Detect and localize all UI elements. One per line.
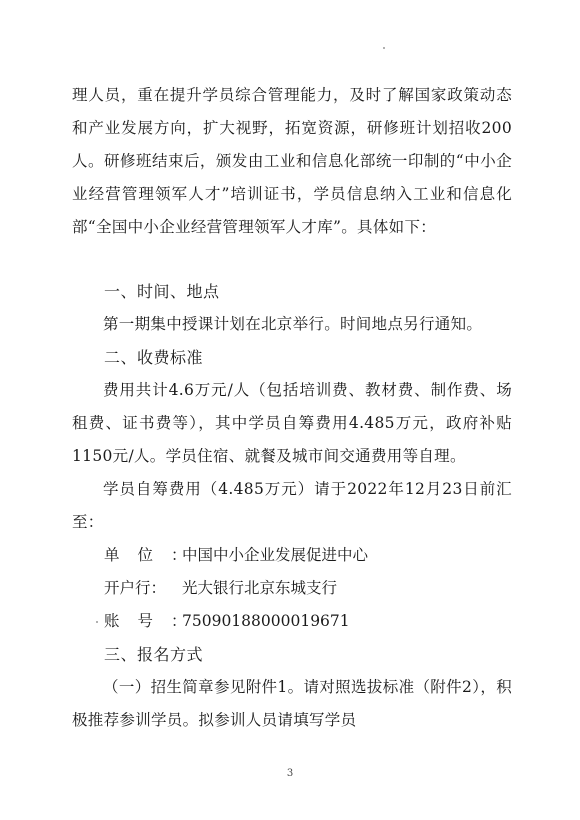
section-heading-time-location: 一、时间、地点: [104, 282, 220, 301]
payee-unit-value: 中国中小企业发展促进中心: [182, 546, 369, 564]
bank-value: 光大银行北京东城支行: [182, 579, 338, 597]
registration-paragraph: （一）招生简章参见附件1。请对照选拔标准（附件2），积极推荐参训学员。拟参训人员请填写学员: [72, 678, 512, 729]
scan-speck: [96, 621, 98, 623]
fee-paragraph: 费用共计4.6万元/人（包括培训费、教材费、制作费、场租费、证书费等），其中学员自筹费用4.485万元，政府补贴1150元/人。学员住宿、就餐及城市间交通费用等自理。: [72, 381, 512, 465]
payment-deadline-paragraph: 学员自筹费用（4.485万元）请于2022年12月23日前汇至：: [72, 480, 512, 531]
account-label: 账号：: [104, 612, 205, 630]
section-heading-fee-standard: 二、收费标准: [104, 348, 204, 367]
bank-label: 开户行：: [104, 579, 167, 597]
time-location-paragraph: 第一期集中授课计划在北京举行。时间地点另行通知。: [103, 315, 483, 333]
section-heading-registration: 三、报名方式: [104, 645, 204, 664]
scan-speck: [383, 47, 385, 49]
payee-unit-label: 单位：: [104, 546, 205, 564]
bank-row: [104, 572, 337, 605]
account-row: [104, 605, 350, 638]
account-value: 75090188000019671: [182, 612, 350, 630]
payee-unit-row: [104, 539, 368, 572]
intro-paragraph: 理人员，重在提升学员综合管理能力，及时了解国家政策动态和产业发展方向，扩大视野，拓宽资源，研修班计划招收200人。研修班结束后，颁发由工业和信息化部统一印制的“中小企业经营管理领军人才”培训证书，学员信息纳入工业和信息化部“全国中小企业经营管理领军人才库”。具体如下：: [72, 86, 512, 236]
page-number: 3: [286, 768, 294, 779]
